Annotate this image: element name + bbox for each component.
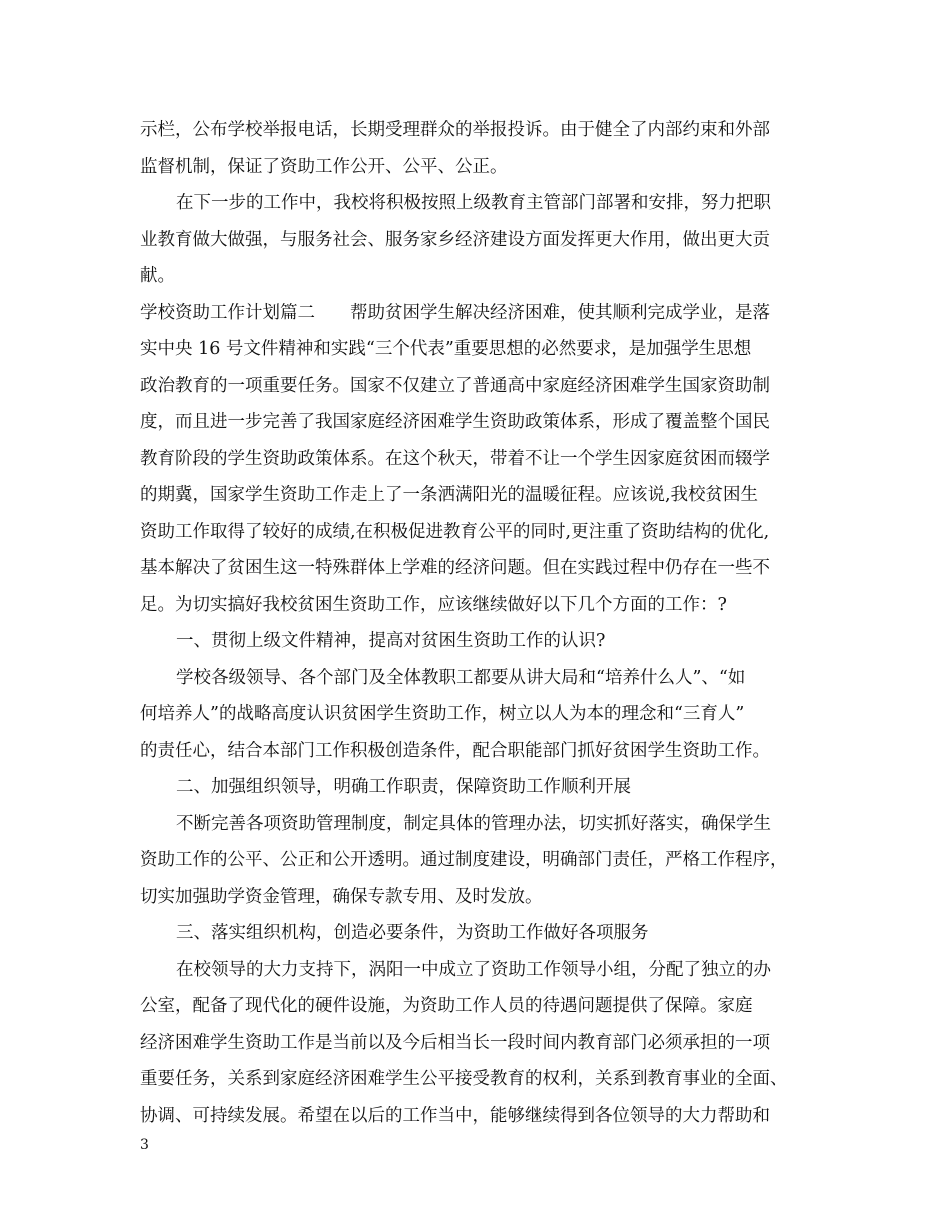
text-line: 政治教育的一项重要任务。国家不仅建立了普通高中家庭经济困难学生国家资助制 xyxy=(140,375,770,396)
text-line: 学校各级领导、各个部门及全体教职工都要从讲大局和“培养什么人”、“如 xyxy=(176,667,746,688)
text-line: 公室，配备了现代化的硬件设施，为资助工作人员的待遇问题提供了保障。家庭 xyxy=(140,996,753,1016)
text-line: 度，而且进一步完善了我国家庭经济困难学生资助政策体系，形成了覆盖整个国民 xyxy=(140,412,770,432)
text-line: 示栏，公布学校举报电话，长期受理群众的举报投诉。由于健全了内部约束和外部 xyxy=(140,120,770,140)
text-line: 的期冀，国家学生资助工作走上了一条洒满阳光的温暖征程。应该说,我校贫困生 xyxy=(140,485,759,505)
text-line: 切实加强助学资金管理，确保专款专用、及时发放。 xyxy=(140,886,543,907)
text-line: 何培养人”的战略高度认识贫困学生资助工作，树立以人为本的理念和“三育人” xyxy=(140,704,745,724)
text-line: 监督机制，保证了资助工作公开、公平、公正。 xyxy=(140,156,508,177)
text-line: 的责任心，结合本部门工作积极创造条件，配合职能部门抓好贫困学生资助工作。 xyxy=(140,740,770,761)
text-line: 足。为切实搞好我校贫困生资助工作，应该继续做好以下几个方面的工作：? xyxy=(140,594,727,615)
text-line: 一、贯彻上级文件精神，提高对贫困生资助工作的认识? xyxy=(176,631,606,651)
text-line: 不断完善各项资助管理制度，制定具体的管理办法，切实抓好落实，确保学生 xyxy=(176,813,771,834)
body-text xyxy=(140,112,820,1134)
text-line: 协调、可持续发展。希望在以后的工作当中，能够继续得到各位领导的大力帮助和 xyxy=(140,1105,770,1126)
text-line: 基本解决了贫困生这一特殊群体上学难的经济问题。但在实践过程中仍存在一些不 xyxy=(140,558,770,578)
text-line: 经济困难学生资助工作是当前以及今后相当长一段时间内教育部门必须承担的一项 xyxy=(140,1032,770,1053)
text-line: 资助工作取得了较好的成绩,在积极促进教育公平的同时,更注重了资助结构的优化, xyxy=(140,521,770,542)
text-line: 在下一步的工作中，我校将积极按照上级教育主管部门部署和安排，努力把职 xyxy=(176,193,771,213)
text-line: 业教育做大做强，与服务社会、服务家乡经济建设方面发挥更大作用，做出更大贡 xyxy=(140,229,770,250)
text-line: 资助工作的公平、公正和公开透明。通过制度建设，明确部门责任，严格工作程序， xyxy=(140,850,788,870)
text-line: 实中央 16 号文件精神和实践“三个代表”重要思想的必然要求，是加强学生思想 xyxy=(140,339,752,359)
page-number: 3 xyxy=(140,1137,149,1153)
text-line: 重要任务，关系到家庭经济困难学生公平接受教育的权利，关系到教育事业的全面、 xyxy=(140,1069,788,1089)
text-line: 献。 xyxy=(140,266,175,286)
text-line: 三、落实组织机构，创造必要条件，为资助工作做好各项服务 xyxy=(176,923,649,943)
text-line: 学校资助工作计划篇二 帮助贫困学生解决经济困难，使其顺利完成学业，是落 xyxy=(140,302,770,323)
text-line: 二、加强组织领导，明确工作职责，保障资助工作顺利开展 xyxy=(176,777,631,797)
text-line: 教育阶段的学生资助政策体系。在这个秋天，带着不让一个学生因家庭贫困而辍学 xyxy=(140,448,770,469)
text-line: 在校领导的大力支持下，涡阳一中成立了资助工作领导小组，分配了独立的办 xyxy=(176,959,771,980)
